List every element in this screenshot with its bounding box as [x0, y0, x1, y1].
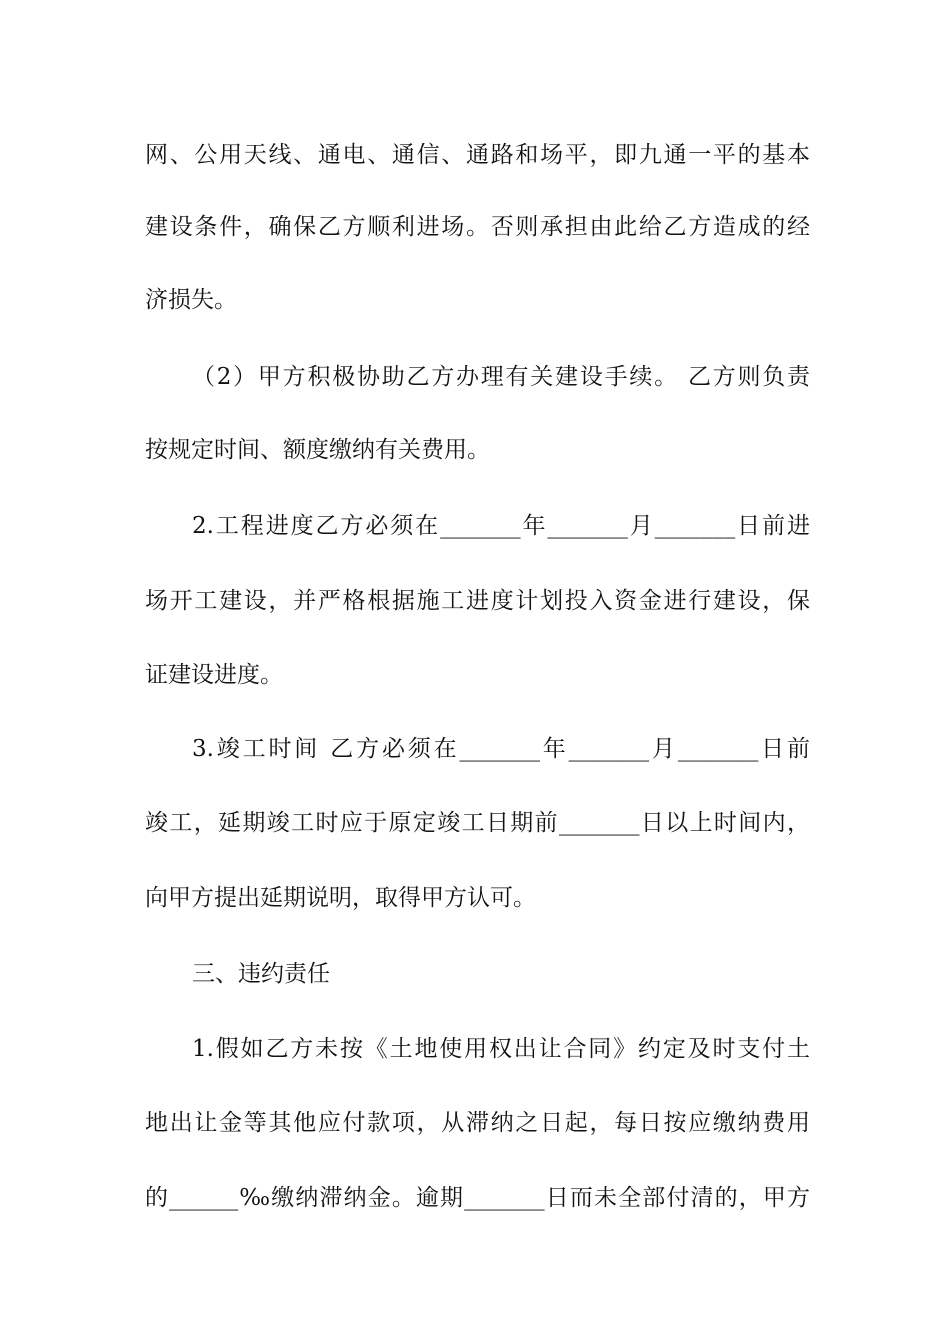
paragraph-line: （2）甲方积极协助乙方办理有关建设手续。 乙方则负责 [192, 364, 810, 390]
paragraph-line: 3.竣工时间 乙方必须在_______年_______月_______日前 [192, 736, 810, 762]
paragraph-line: 地出让金等其他应付款项，从滞纳之日起，每日按应缴纳费用 [145, 1110, 810, 1136]
paragraph-line: 1.假如乙方未按《土地使用权出让合同》约定及时支付土 [192, 1036, 810, 1062]
section-heading: 三、违约责任 [192, 961, 330, 987]
paragraph-line: 的______‰缴纳滞纳金。逾期_______日而未全部付清的，甲方 [145, 1185, 810, 1211]
paragraph-line: 竣工，延期竣工时应于原定竣工日期前_______日以上时间内， [145, 810, 810, 836]
paragraph-line: 2.工程进度乙方必须在_______年_______月_______日前进 [192, 513, 810, 539]
paragraph-line: 济损失。 [145, 287, 237, 313]
paragraph-line: 网、公用天线、通电、通信、通路和场平，即九通一平的基本 [145, 142, 810, 168]
paragraph-line: 建设条件，确保乙方顺利进场。否则承担由此给乙方造成的经 [145, 214, 810, 240]
paragraph-line: 场开工建设，并严格根据施工进度计划投入资金进行建设，保 [145, 588, 810, 614]
paragraph-line: 按规定时间、额度缴纳有关费用。 [145, 437, 490, 463]
paragraph-line: 向甲方提出延期说明，取得甲方认可。 [145, 885, 536, 911]
paragraph-line: 证建设进度。 [145, 662, 283, 688]
